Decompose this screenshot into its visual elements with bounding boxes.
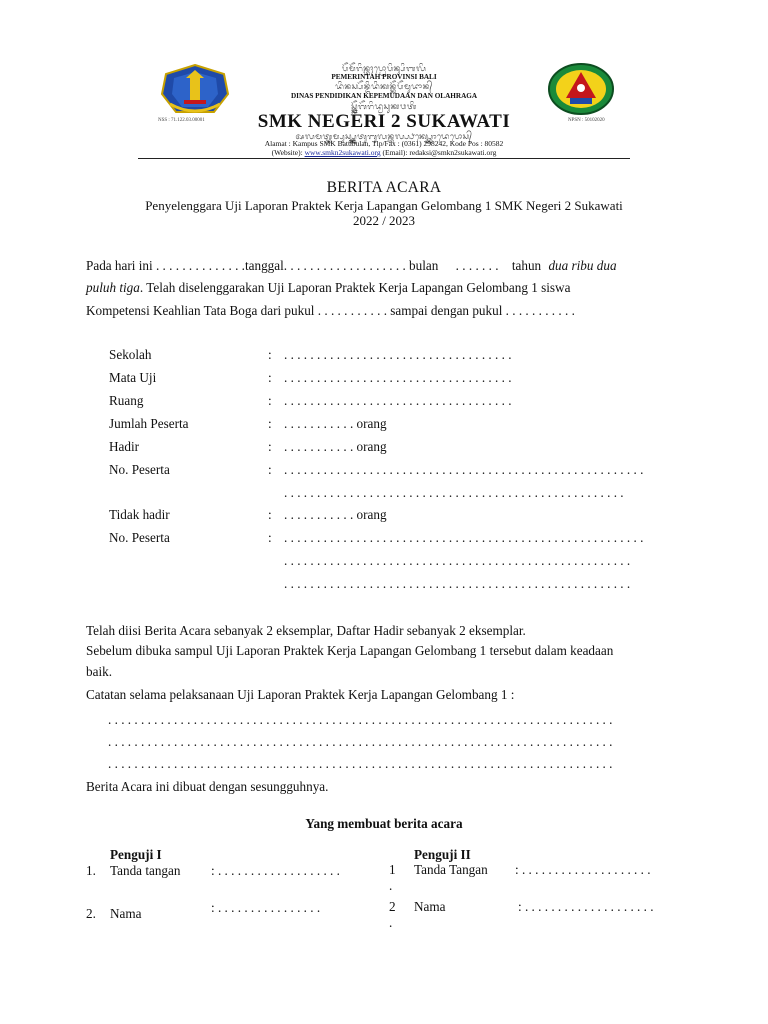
penguji-1-title: Penguji I: [110, 847, 162, 862]
field-label-no-peserta: No. Peserta: [109, 462, 170, 477]
opening-line-2: [86, 277, 697, 299]
notes-line[interactable]: . . . . . . . . . . . . . . . . . . . . . . . . . . . . . . . . . . . . . . . . . . . . . . . . . . . . . . . . . . . . . . . . . . . . . . . . . . . . .: [108, 712, 613, 727]
field-value-tidak-hadir[interactable]: . . . . . . . . . . . orang: [284, 507, 387, 522]
field-label-ruang: Ruang: [109, 393, 144, 408]
penguji-2-signature-label: Tanda Tangan: [414, 862, 488, 877]
field-value-no-peserta-hadir-cont[interactable]: . . . . . . . . . . . . . . . . . . . . . . . . . . . . . . . . . . . . . . . . . . . . . . . . . . . .: [284, 485, 624, 500]
opening-text-b: . . . . . . .: [455, 258, 499, 273]
penguji-1-name-label: Nama: [110, 906, 142, 921]
opening-line-3: Kompetensi Keahlian Tata Boga dari pukul . . . . . . . . . . . sampai dengan pukul . . . . . . . . . . .: [86, 303, 575, 318]
school-address: Alamat : Kampus SMK Batubulan, Tlp/Fax : (0361) 298242, Kode Pos : 80582: [264, 139, 504, 148]
notes-line[interactable]: . . . . . . . . . . . . . . . . . . . . . . . . . . . . . . . . . . . . . . . . . . . . . . . . . . . . . . . . . . . . . . . . . . . . . . . . . . . . .: [108, 756, 613, 771]
field-colon: :: [268, 439, 272, 454]
province-name: PEMERINTAH PROVINSI BALI: [331, 73, 437, 81]
paragraph-sampul-line-1: Sebelum dibuka sampul Uji Laporan Praktek Kerja Lapangan Gelombang 1 tersebut dalam keadaan: [86, 643, 614, 658]
penguji-2-number-2: 2: [389, 899, 396, 914]
field-value-jumlah-peserta[interactable]: . . . . . . . . . . . orang: [284, 416, 387, 431]
school-name: SMK NEGERI 2 SUKAWATI: [257, 111, 511, 132]
notes-label: Catatan selama pelaksanaan Uji Laporan Praktek Kerja Lapangan Gelombang 1 :: [86, 687, 515, 702]
field-label-hadir: Hadir: [109, 439, 140, 454]
penguji-2-number-2-dot: .: [389, 915, 393, 930]
field-value-ruang[interactable]: . . . . . . . . . . . . . . . . . . . . . . . . . . . . . . . . . . .: [284, 393, 512, 408]
field-label-no-peserta-absen: No. Peserta: [109, 530, 170, 545]
field-label-tidak-hadir: Tidak hadir: [109, 507, 170, 522]
field-colon: :: [268, 530, 272, 545]
field-label-sekolah: Sekolah: [109, 347, 152, 362]
notes-line[interactable]: . . . . . . . . . . . . . . . . . . . . . . . . . . . . . . . . . . . . . . . . . . . . . . . . . . . . . . . . . . . . . . . . . . . . . . . . . . . . .: [108, 734, 613, 749]
website-label: (Website):: [271, 148, 303, 157]
balinese-script-address: ᬅᬮᬫᬢ᭄ᬓᬫ᭄ᬧᬸᬲ᭄ᬲ᭄ᬫ᭄ᬓ᭄ᬩᬢᬸᬩᬸᬮᬦ᭄ᬢᬮ᭄ᬧ᭄ᬨᬓ᭄ᬲ᭄ᬓᭀᬤᬾᬧᭀᬲ᭄: [295, 132, 473, 141]
balinese-script-dept: ᬤᬶᬦᬲ᭄ᬧᭂᬦ᭄ᬤᬶᬤᬶᬓᬦ᭄ᬓᭂᬧᭂᬫᬸᬤᬵᬦ᭄: [335, 82, 433, 91]
nss-number: NSS : 71.122.03.00001: [158, 118, 205, 123]
field-colon: :: [268, 507, 272, 522]
paragraph-sampul-line-2: baik.: [86, 664, 113, 679]
penguji-2-signature-field[interactable]: : . . . . . . . . . . . . . . . . . . . .: [515, 862, 651, 877]
opening-line-1: [86, 255, 697, 277]
opening-text-c: tahun: [511, 258, 542, 273]
balinese-script-top: ᬧᭂᬫᭂᬭᬶᬦ᭄ᬢᬄᬧ᭄ᬭᭀᬧᬶᬦ᭄ᬲᬶᬩᬮᬶ: [341, 64, 427, 73]
email-text: (Email): redaksi@smkn2sukawati.org: [382, 148, 497, 157]
academic-year: 2022 / 2023: [352, 213, 416, 228]
field-value-no-peserta-hadir[interactable]: . . . . . . . . . . . . . . . . . . . . . . . . . . . . . . . . . . . . . . . . . . . . . . . . . . . . . . .: [284, 462, 644, 477]
penguji-2-number-1-dot: .: [389, 878, 393, 893]
field-value-hadir[interactable]: . . . . . . . . . . . orang: [284, 439, 387, 454]
npsn-number: NPSN : 50102020: [568, 118, 605, 123]
document-title: BERITA ACARA: [326, 179, 442, 196]
document-subtitle: Penyelenggara Uji Laporan Praktek Kerja Lapangan Gelombang 1 SMK Negeri 2 Sukawati: [145, 198, 623, 213]
opening-text-d: dua ribu dua: [548, 258, 617, 273]
field-value-no-peserta-absen-cont2[interactable]: . . . . . . . . . . . . . . . . . . . . . . . . . . . . . . . . . . . . . . . . . . . . . . . . . . . . .: [284, 576, 631, 591]
paragraph-eksemplar: Telah diisi Berita Acara sebanyak 2 eksemplar, Daftar Hadir sebanyak 2 eksemplar.: [86, 623, 526, 638]
letterhead-divider: [138, 158, 630, 159]
penguji-1-name-field[interactable]: : . . . . . . . . . . . . . . . .: [211, 900, 321, 915]
department-name: DINAS PENDIDIKAN KEPEMUDAAN DAN OLAHRAGA: [290, 92, 478, 100]
school-logo: [546, 62, 616, 116]
field-colon: :: [268, 370, 272, 385]
field-value-no-peserta-absen[interactable]: . . . . . . . . . . . . . . . . . . . . . . . . . . . . . . . . . . . . . . . . . . . . . . . . . . . . . . .: [284, 530, 644, 545]
field-colon: :: [268, 393, 272, 408]
balinese-script-school: ᬲ᭄ᬫ᭄ᬓ᭄ᬦᭂᬕᭂᬭᬶᬤ᭄ᬯᬲᬸᬓᬯᬢᬶ: [351, 102, 417, 111]
penguji-2-name-label: Nama: [414, 899, 446, 914]
website-link[interactable]: www.smkn2sukawati.org: [304, 148, 381, 157]
penguji-1-signature-field[interactable]: : . . . . . . . . . . . . . . . . . . .: [211, 863, 340, 878]
opening-line-2-rest: . Telah diselenggarakan Uji Laporan Praktek Kerja Lapangan Gelombang 1 siswa: [139, 280, 571, 295]
field-colon: :: [268, 462, 272, 477]
contact-line: [200, 148, 568, 157]
field-colon: :: [268, 416, 272, 431]
penguji-1-number-1: 1.: [86, 863, 96, 878]
field-value-sekolah[interactable]: . . . . . . . . . . . . . . . . . . . . . . . . . . . . . . . . . . .: [284, 347, 512, 362]
penguji-2-name-field[interactable]: : . . . . . . . . . . . . . . . . . . . .: [518, 899, 654, 914]
opening-text-a: Pada hari ini . . . . . . . . . . . . . .tanggal. . . . . . . . . . . . . . . . . . . bulan: [86, 258, 439, 273]
field-label-jumlah-peserta: Jumlah Peserta: [109, 416, 189, 431]
field-label-mata-uji: Mata Uji: [109, 370, 157, 385]
penguji-1-number-2: 2.: [86, 906, 96, 921]
penguji-2-number-1: 1: [389, 862, 396, 877]
closing-statement: Berita Acara ini dibuat dengan sesungguhnya.: [86, 779, 329, 794]
opening-line-2-italic: puluh tiga: [86, 280, 140, 295]
field-value-no-peserta-absen-cont[interactable]: . . . . . . . . . . . . . . . . . . . . . . . . . . . . . . . . . . . . . . . . . . . . . . . . . . . . .: [284, 553, 631, 568]
penguji-2-title: Penguji II: [414, 847, 471, 862]
field-colon: :: [268, 347, 272, 362]
signature-header: Yang membuat berita acara: [305, 816, 463, 831]
penguji-1-signature-label: Tanda tangan: [110, 863, 181, 878]
bali-province-logo: [158, 64, 232, 116]
field-value-mata-uji[interactable]: . . . . . . . . . . . . . . . . . . . . . . . . . . . . . . . . . . .: [284, 370, 512, 385]
